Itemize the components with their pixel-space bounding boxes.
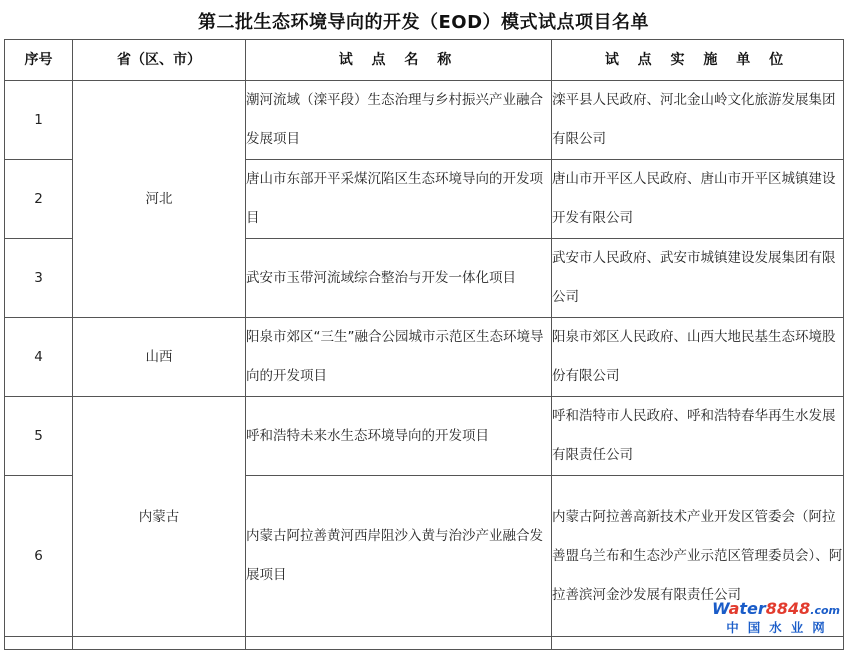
- project-name: 潮河流域（滦平段）生态治理与乡村振兴产业融合发展项目: [246, 81, 552, 160]
- empty-cell: [73, 637, 246, 650]
- project-name: 阳泉市郊区“三生”融合公园城市示范区生态环境导向的开发项目: [246, 318, 552, 397]
- table-row-partial: [5, 637, 844, 650]
- empty-cell: [246, 637, 552, 650]
- project-unit: 武安市人民政府、武安市城镇建设发展集团有限公司: [552, 239, 844, 318]
- watermark-logo: Water8848.com: [712, 599, 840, 618]
- row-num: 2: [5, 160, 73, 239]
- province-cell: 山西: [73, 318, 246, 397]
- project-unit: 内蒙古阿拉善高新技术产业开发区管委会（阿拉善盟乌兰布和生态沙产业示范区管理委员会）、阿拉善滨河金沙发展有限责任公司: [552, 476, 844, 637]
- page-title: 第二批生态环境导向的开发（EOD）模式试点项目名单: [197, 12, 650, 33]
- project-unit: 呼和浩特市人民政府、呼和浩特春华再生水发展有限责任公司: [552, 397, 844, 476]
- province-cell: 内蒙古: [73, 397, 246, 637]
- project-unit: 阳泉市郊区人民政府、山西大地民基生态环境股份有限公司: [552, 318, 844, 397]
- header-province: 省（区、市）: [73, 40, 246, 81]
- project-name: 内蒙古阿拉善黄河西岸阻沙入黄与治沙产业融合发展项目: [246, 476, 552, 637]
- header-num: 序号: [5, 40, 73, 81]
- project-name: 呼和浩特未来水生态环境导向的开发项目: [246, 397, 552, 476]
- row-num: 4: [5, 318, 73, 397]
- province-cell: 河北: [73, 81, 246, 318]
- header-name: 试 点 名 称: [246, 40, 552, 81]
- watermark-site-name: 中国水业网: [726, 620, 834, 635]
- pilot-project-table: [4, 39, 844, 650]
- header-unit: 试 点 实 施 单 位: [552, 40, 844, 81]
- table-row: [5, 81, 844, 160]
- project-unit: 滦平县人民政府、河北金山岭文化旅游发展集团有限公司: [552, 81, 844, 160]
- project-name: 唐山市东部开平采煤沉陷区生态环境导向的开发项目: [246, 160, 552, 239]
- row-num: 1: [5, 81, 73, 160]
- empty-cell: [552, 637, 844, 650]
- row-num: 6: [5, 476, 73, 637]
- row-num: 3: [5, 239, 73, 318]
- project-name: 武安市玉带河流域综合整治与开发一体化项目: [246, 239, 552, 318]
- table-header-row: [5, 40, 844, 81]
- table-row: [5, 318, 844, 397]
- row-num: 5: [5, 397, 73, 476]
- table-row: [5, 397, 844, 476]
- project-unit: 唐山市开平区人民政府、唐山市开平区城镇建设开发有限公司: [552, 160, 844, 239]
- empty-cell: [5, 637, 73, 650]
- site-watermark: [711, 600, 841, 636]
